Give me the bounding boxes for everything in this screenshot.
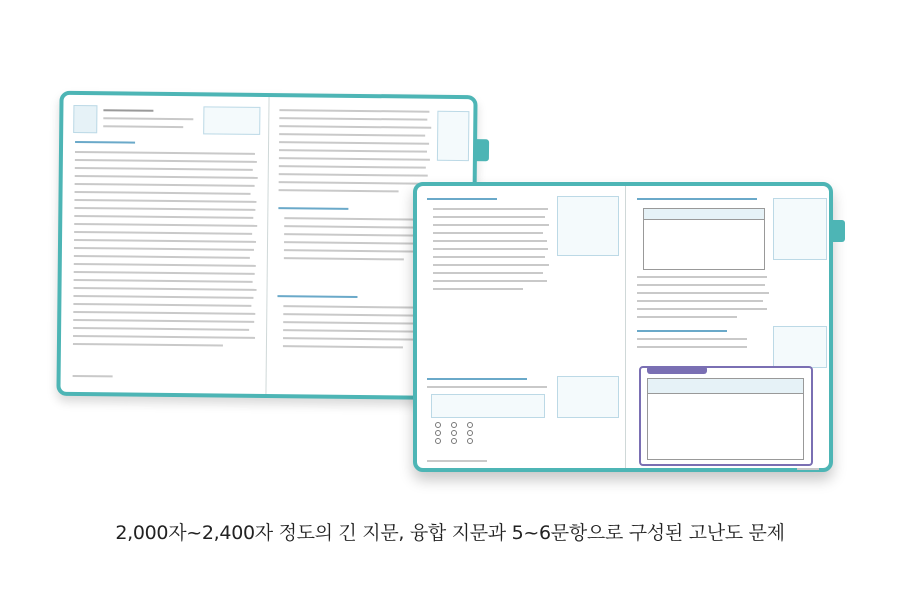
comparison-table: [643, 208, 765, 270]
caption-text: 2,000자~2,400자 정도의 긴 지문, 융합 지문과 5~6문항으로 구성된 고난도 문제: [115, 522, 785, 544]
book-spine: [625, 186, 626, 468]
summary-table-box: [639, 366, 813, 466]
chapter-tab: [475, 139, 489, 161]
workbook-spread-front: [413, 182, 833, 472]
book-logo: [73, 105, 97, 133]
chapter-tab: [831, 220, 845, 242]
book-spine: [265, 97, 269, 394]
